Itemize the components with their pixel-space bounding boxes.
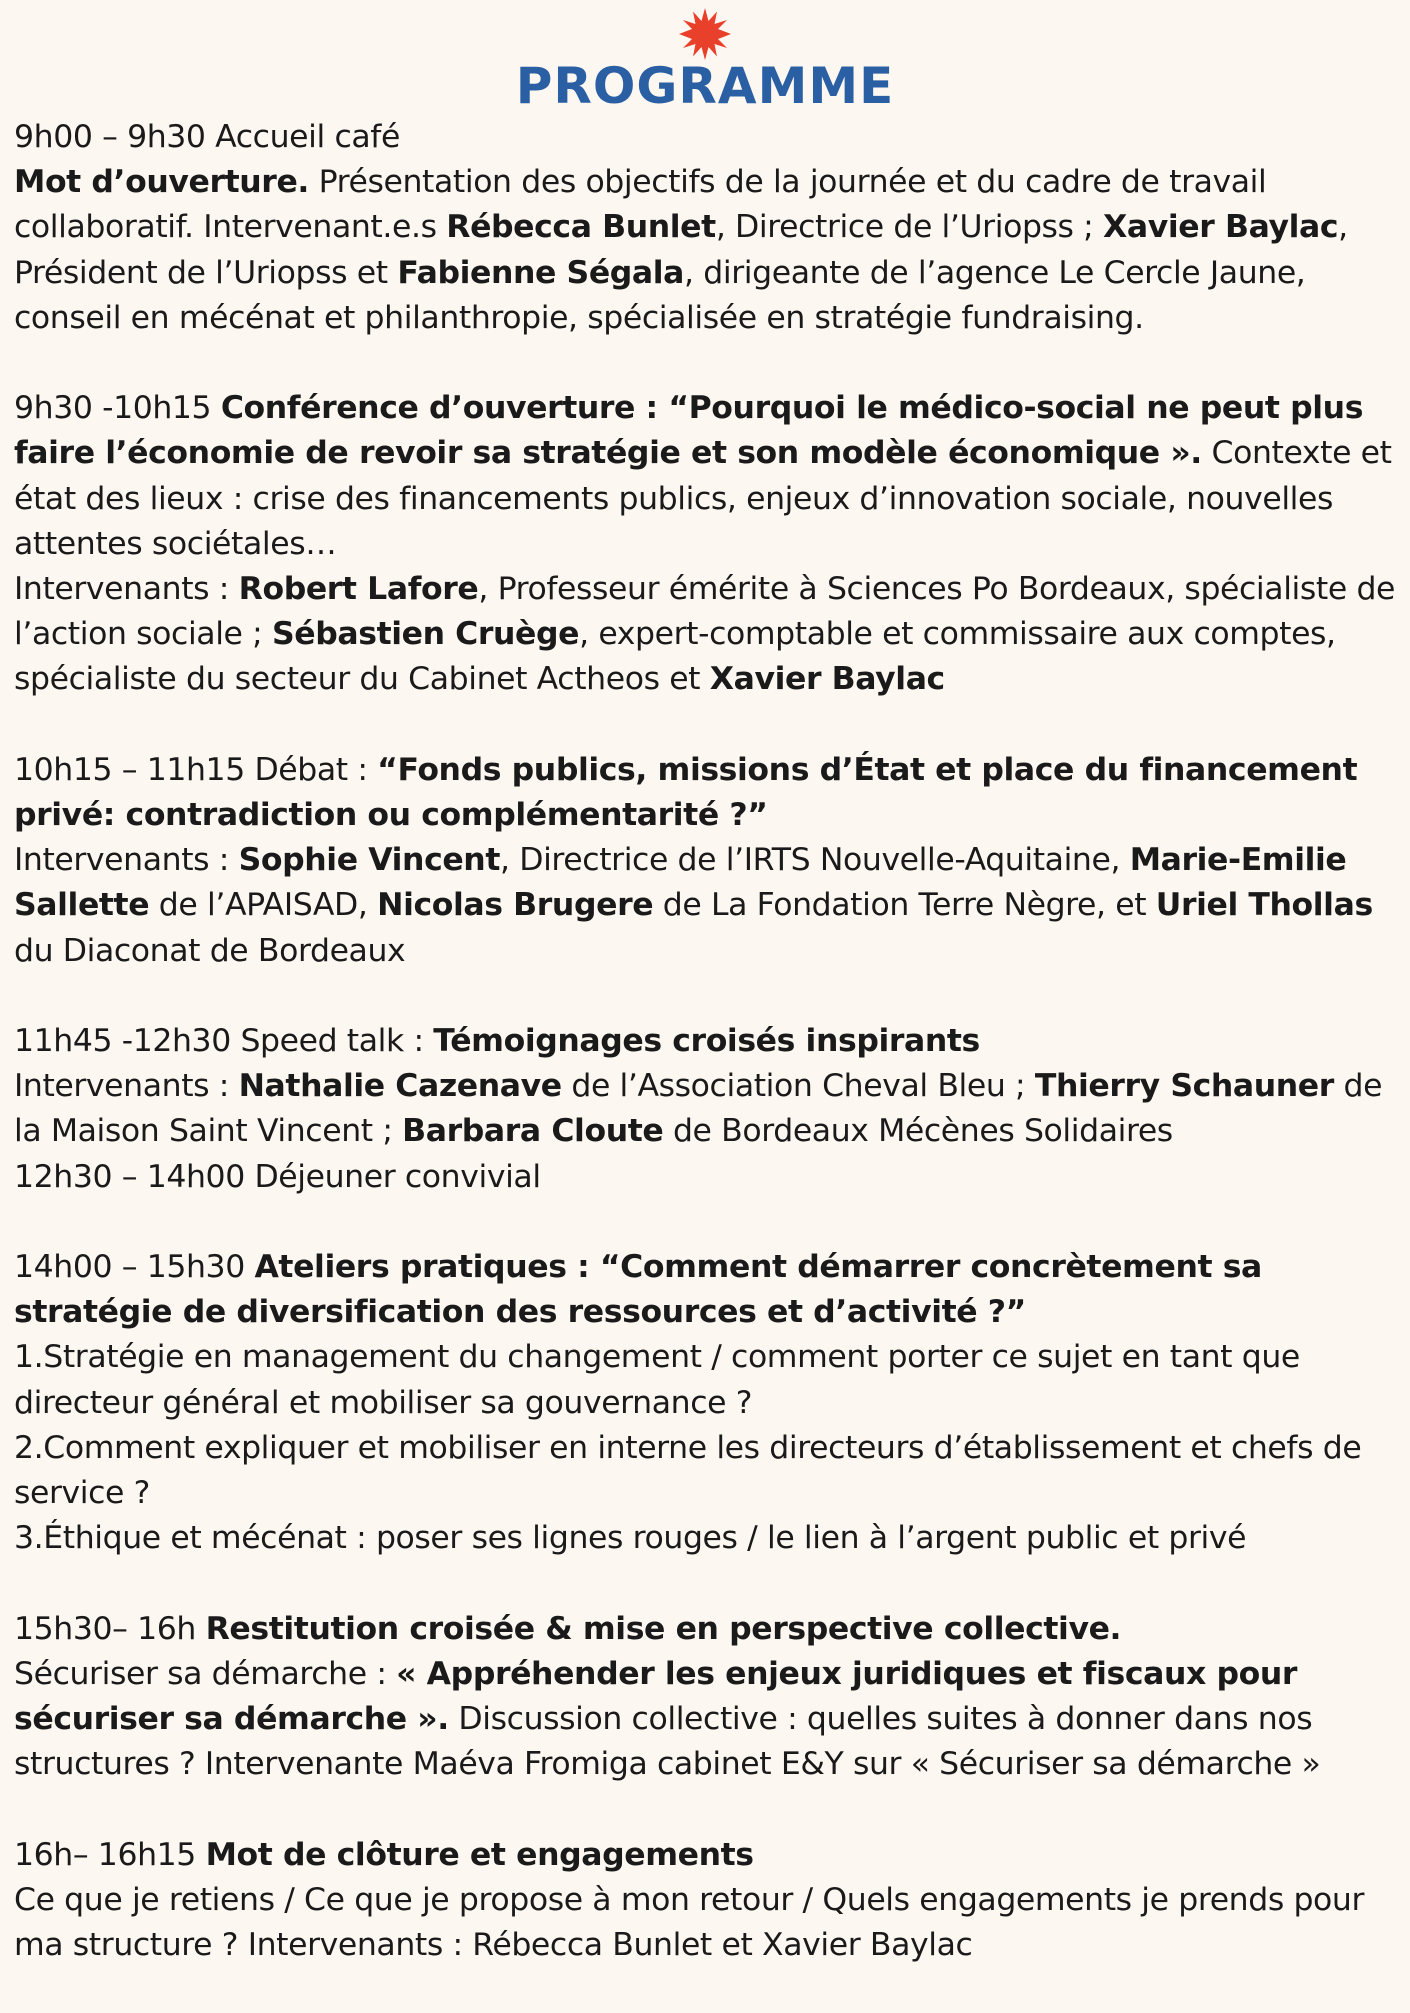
speaker-name: Nathalie Cazenave <box>238 1068 562 1105</box>
session-title: Conférence d’ouverture : “Pourquoi le médico-social ne peut plus faire l’économie de revoir sa stratégie et son modèle économique ». <box>14 390 1364 472</box>
time-line: 9h00 – 9h30 Accueil café <box>14 119 400 155</box>
red-starburst-icon <box>679 8 731 60</box>
section-debate <box>14 748 1400 974</box>
speaker-name: Fabienne Ségala <box>397 254 685 291</box>
session-quote: « Appréhender les enjeux juridiques et fiscaux pour sécuriser sa démarche ». <box>14 1655 1298 1738</box>
speaker-name: Sébastien Cruège <box>271 616 580 653</box>
closing-title <box>14 1833 1400 1878</box>
section-conference <box>14 386 1400 702</box>
section-restitution <box>14 1607 1400 1788</box>
section-closing <box>14 1833 1400 1969</box>
speakers-paragraph: Intervenants : Robert Lafore, Professeur émérite à Sciences Po Bordeaux, spécialiste de l’action sociale ; Sébastien Cruège, expert-comptable et commissaire aux comptes, spécialiste du secteur du Cabinet Actheos et Xavier Baylac <box>14 571 1396 698</box>
time-line: 9h30 -10h15 <box>14 390 221 427</box>
lunch-line: 12h30 – 14h00 Déjeuner convivial <box>14 1158 541 1195</box>
programme-content <box>14 115 1400 2013</box>
session-title: “Fonds publics, missions d’État et place du financement privé: contradiction ou complémentarité ?” <box>14 751 1358 834</box>
session-title: Restitution croisée & mise en perspective collective. <box>205 1610 1122 1647</box>
speaker-name: Nicolas Brugere <box>377 887 654 924</box>
time-line: 14h00 – 15h30 <box>14 1249 255 1286</box>
speaker-name: Rébecca Bunlet <box>446 209 716 246</box>
time-line: 11h45 -12h30 Speed talk : <box>14 1023 434 1060</box>
closing-paragraph: Ce que je retiens / Ce que je propose à mon retour / Quels engagements je prends pour ma structure ? Intervenants : Rébecca Bunlet et Xavier Baylac <box>14 1881 1365 1964</box>
speaker-name: Uriel Thollas <box>1155 887 1373 924</box>
section-opening <box>14 115 1400 341</box>
conference-paragraph: 9h30 -10h15 Conférence d’ouverture : “Pourquoi le médico-social ne peut plus faire l’économie de revoir sa stratégie et son modèle économique ». Contexte et état des lieux : crise des financements publics, enjeux d’innovation sociale, nouvelles attentes sociétales… <box>14 390 1392 562</box>
time-line: 16h– 16h15 <box>14 1836 206 1873</box>
speaker-name: Xavier Baylac <box>709 661 945 698</box>
section-speed-talk <box>14 1019 1400 1200</box>
list-item: 2.Comment expliquer et mobiliser en interne les directeurs d’établissement et chefs de service ? <box>14 1429 1362 1512</box>
speaker-name: Robert Lafore <box>238 571 479 608</box>
speaker-name: Sophie Vincent <box>238 842 500 879</box>
session-title: Mot d’ouverture. <box>14 164 309 201</box>
time-line: 10h15 – 11h15 Débat : <box>14 751 378 788</box>
opening-paragraph: Mot d’ouverture. Présentation des objectifs de la journée et du cadre de travail collaboratif. Intervenant.e.s Rébecca Bunlet, Directrice de l’Uriopss ; Xavier Baylac, Président de l’Uriopss et Fabienne Ségala, dirigeante de l’agence Le Cercle Jaune, conseil en mécénat et philanthropie, spécialisée en stratégie fundraising. <box>14 164 1348 336</box>
speakers-paragraph: Intervenants : Sophie Vincent, Directrice de l’IRTS Nouvelle-Aquitaine, Marie-Emilie Sallette de l’APAISAD, Nicolas Brugere de La Fondation Terre Nègre, et Uriel Thollas du Diaconat de Bordeaux <box>14 842 1373 969</box>
session-title: Témoignages croisés inspirants <box>433 1023 980 1060</box>
speaker-name: Xavier Baylac <box>1103 209 1339 246</box>
debate-paragraph <box>14 748 1400 838</box>
section-workshops <box>14 1245 1400 1561</box>
page-title: PROGRAMME <box>515 57 895 115</box>
header <box>0 0 1410 120</box>
session-title: Mot de clôture et engagements <box>205 1836 754 1873</box>
speaker-name: Barbara Cloute <box>402 1113 664 1150</box>
restitution-paragraph: Sécuriser sa démarche : « Appréhender les enjeux juridiques et fiscaux pour sécuriser sa démarche ». Discussion collective : quelles suites à donner dans nos structures ? Intervenante Maéva Fromiga cabinet E&Y sur « Sécuriser sa démarche » <box>14 1655 1321 1783</box>
list-item: 3.Éthique et mécénat : poser ses lignes rouges / le lien à l’argent public et privé <box>14 1520 1247 1557</box>
speaker-name: Thierry Schauner <box>1034 1068 1334 1105</box>
workshops-paragraph <box>14 1245 1400 1335</box>
time-line: 15h30– 16h <box>14 1610 206 1647</box>
session-title: Ateliers pratiques : “Comment démarrer concrètement sa stratégie de diversification des ressources et d’activité ?” <box>14 1249 1262 1331</box>
speaker-name: Marie-Emilie Sallette <box>14 842 1347 924</box>
speed-talk-paragraph <box>14 1019 1400 1064</box>
speakers-paragraph: Intervenants : Nathalie Cazenave de l’Association Cheval Bleu ; Thierry Schauner de la Maison Saint Vincent ; Barbara Cloute de Bordeaux Mécènes Solidaires <box>14 1068 1383 1150</box>
restitution-title <box>14 1607 1400 1652</box>
list-item: 1.Stratégie en management du changement / comment porter ce sujet en tant que directeur général et mobiliser sa gouvernance ? <box>14 1339 1300 1421</box>
